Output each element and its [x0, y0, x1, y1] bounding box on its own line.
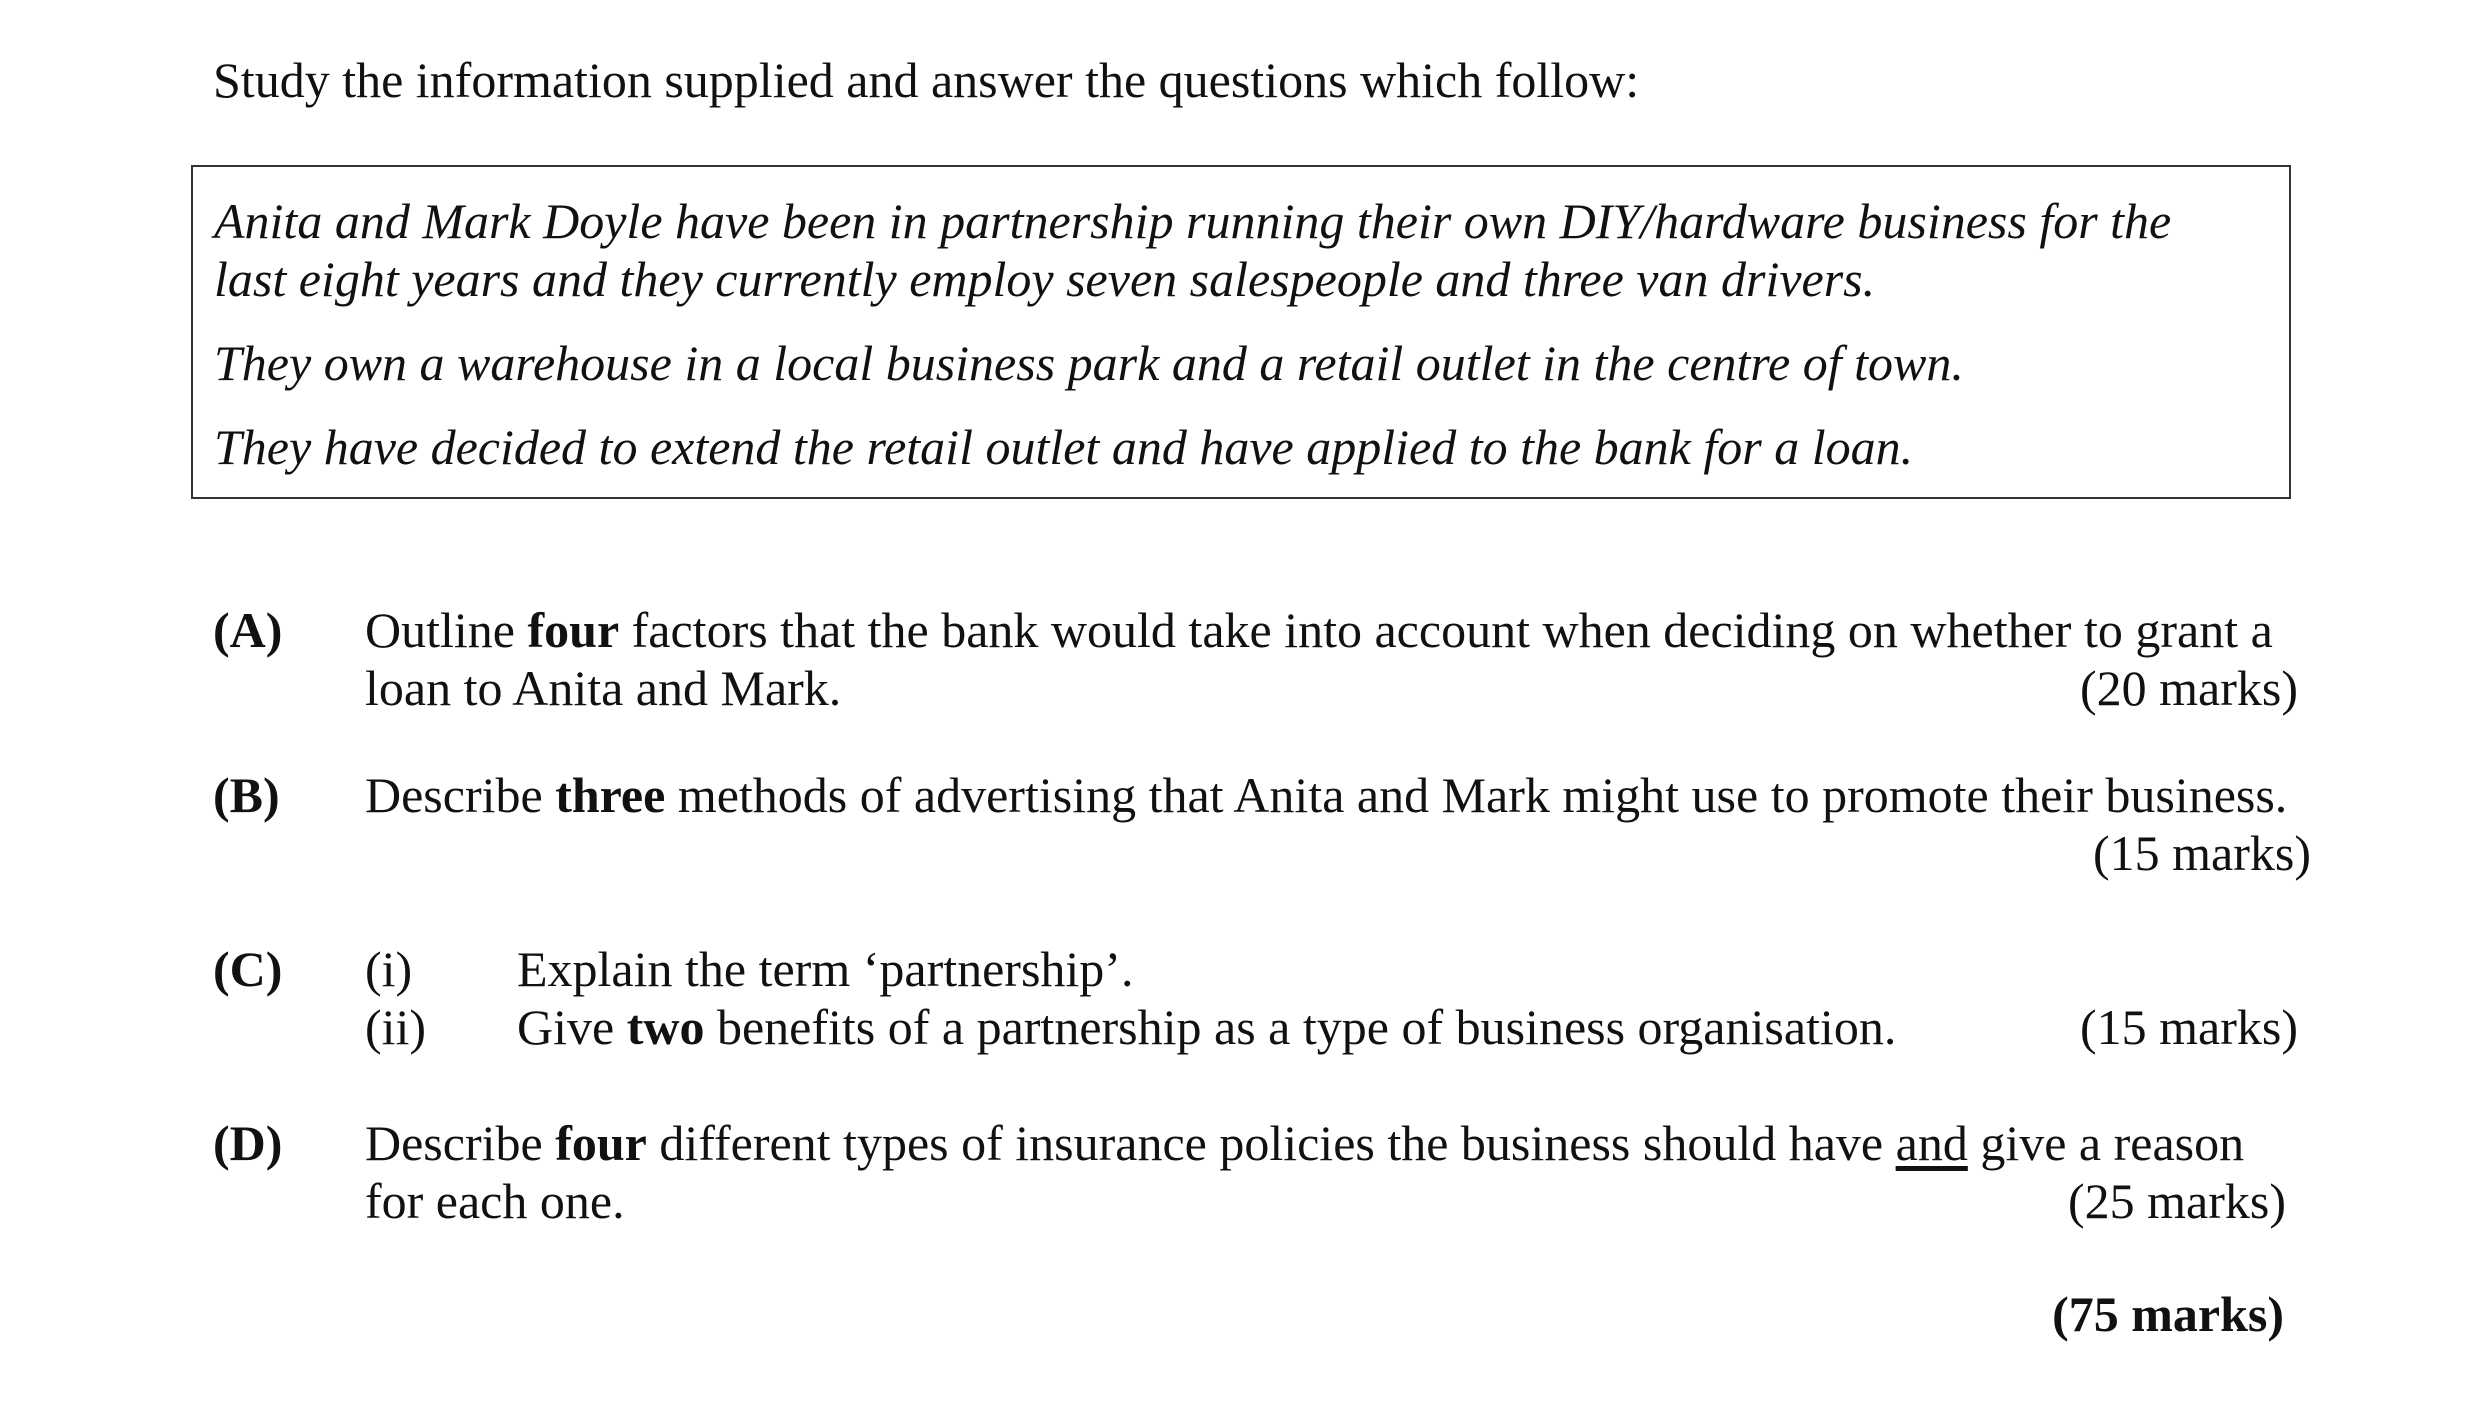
case-study-line: Anita and Mark Doyle have been in partnership running their own DIY/hardware business for the	[214, 193, 2172, 249]
question-b-marks: (15 marks)	[2093, 825, 2311, 881]
total-marks: (75 marks)	[2052, 1286, 2284, 1342]
question-c-ii-text	[517, 998, 1896, 1056]
case-study-box	[191, 165, 2291, 499]
question-text: Outline	[365, 602, 528, 658]
question-emphasis: two	[626, 999, 705, 1055]
question-d-line-1	[365, 1114, 2298, 1172]
question-a-line-1	[365, 601, 2298, 659]
question-c-i-text: Explain the term ‘partnership’.	[517, 941, 1134, 997]
question-b-body	[365, 766, 2311, 882]
question-underline: and	[1895, 1115, 1968, 1171]
question-a-line-2	[365, 659, 2298, 717]
question-a-marks: (20 marks)	[2080, 660, 2298, 716]
question-a-label: (A)	[213, 602, 283, 658]
question-c-body	[365, 940, 2298, 1056]
question-d-line-2	[365, 1172, 2298, 1230]
question-d-marks: (25 marks)	[2068, 1173, 2286, 1229]
question-emphasis: four	[555, 1115, 647, 1171]
question-c-label: (C)	[213, 941, 283, 997]
question-d-body	[365, 1114, 2298, 1230]
question-b-label: (B)	[213, 767, 280, 823]
question-c-marks: (15 marks)	[2080, 999, 2298, 1055]
question-a-body	[365, 601, 2298, 717]
question-c-part-i	[365, 940, 2298, 998]
question-text: give a reason	[1967, 1115, 2245, 1171]
instructions: Study the information supplied and answer the questions which follow:	[213, 52, 1640, 108]
question-emphasis: four	[527, 602, 620, 658]
question-emphasis: three	[555, 767, 666, 823]
question-text: different types of insurance policies the business should have	[646, 1115, 1896, 1171]
question-text: benefits of a partnership as a type of business organisation.	[704, 999, 1897, 1055]
case-study-paragraph-3: They have decided to extend the retail outlet and have applied to the bank for a loan.	[214, 419, 1914, 475]
question-c-i-number: (i)	[365, 941, 413, 997]
question-b-line-1	[365, 766, 2298, 824]
question-text: for each one.	[365, 1173, 625, 1229]
question-text: Describe	[365, 767, 556, 823]
question-text: Describe	[365, 1115, 556, 1171]
question-text: loan to Anita and Mark.	[365, 660, 842, 716]
question-d-label: (D)	[213, 1115, 283, 1171]
question-text: factors that the bank would take into account when deciding on whether to grant a	[619, 602, 2273, 658]
question-b-line-2	[365, 824, 2311, 882]
question-text: methods of advertising that Anita and Mark might use to promote their business.	[665, 767, 2288, 823]
case-study-line: last eight years and they currently employ seven salespeople and three van drivers.	[214, 251, 1876, 307]
case-study-paragraph-2: They own a warehouse in a local business park and a retail outlet in the centre of town.	[214, 335, 1964, 391]
question-c-part-ii	[365, 998, 2298, 1056]
question-c-ii-number: (ii)	[365, 999, 427, 1055]
case-study-paragraph-1	[214, 192, 2289, 308]
question-text: Give	[517, 999, 627, 1055]
